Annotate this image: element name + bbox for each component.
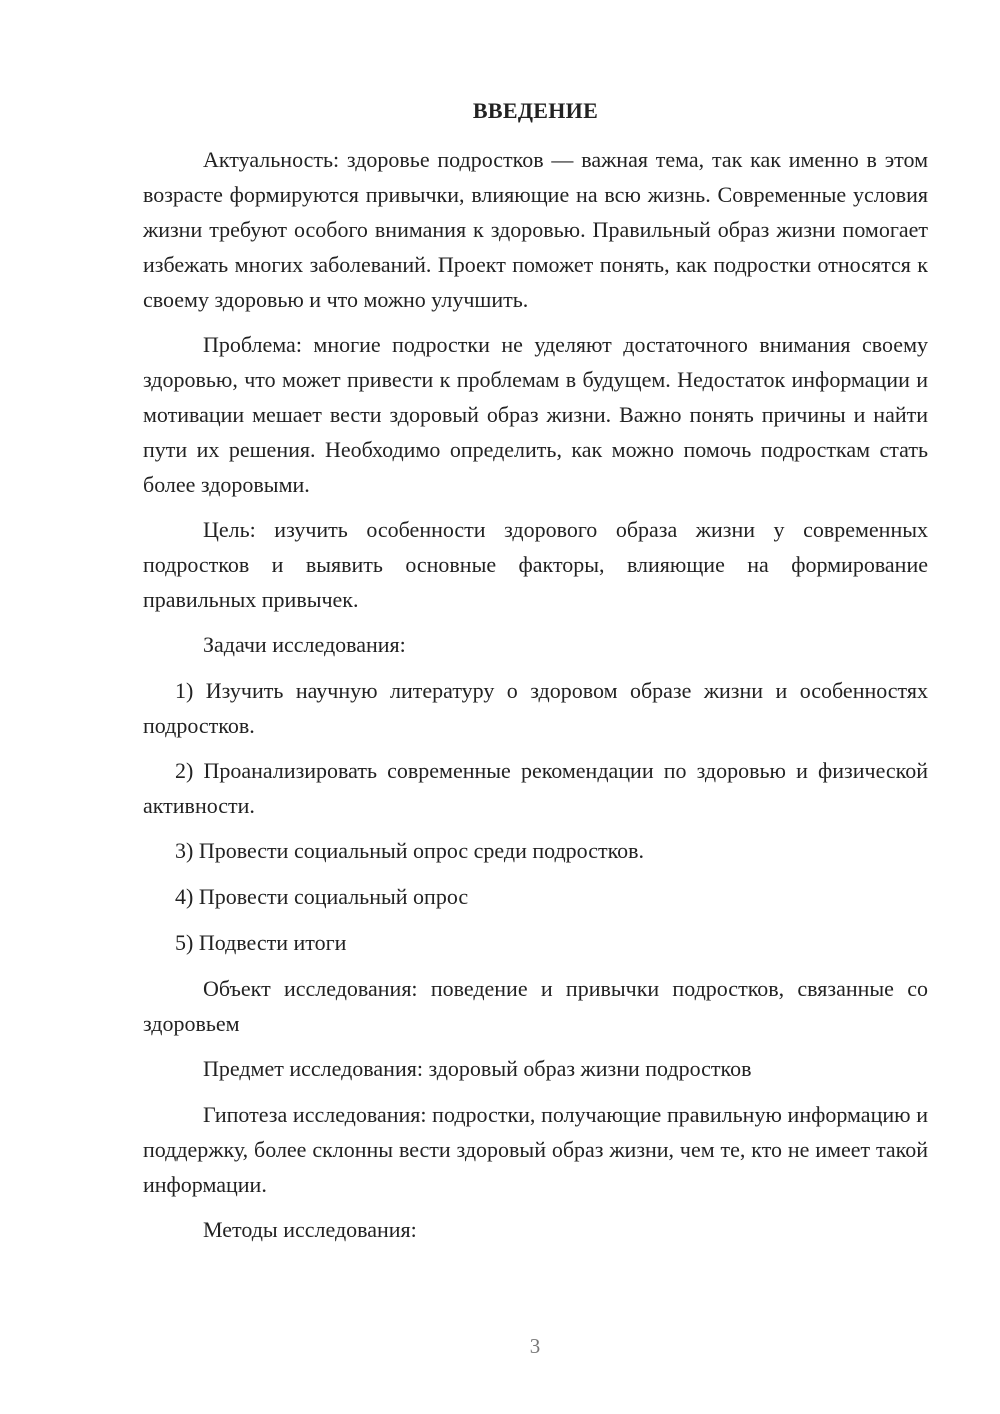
paragraph-tasks-heading: Задачи исследования: xyxy=(203,632,406,657)
task-item-2: 2) Проанализировать современные рекомендации по здоровью и физической активности. xyxy=(143,758,928,818)
paragraph-hypothesis: Гипотеза исследования: подростки, получающие правильную информацию и поддержку, более склонны вести здоровый образ жизни, чем те, кто не имеет такой информации. xyxy=(143,1102,928,1197)
page-number: 3 xyxy=(529,1334,541,1358)
paragraph-object: Объект исследования: поведение и привычки подростков, связанные со здоровьем xyxy=(143,976,928,1036)
paragraph-methods: Методы исследования: xyxy=(203,1217,417,1242)
document-body xyxy=(143,94,928,1258)
page-title: ВВЕДЕНИЕ xyxy=(472,98,599,123)
task-item-1: 1) Изучить научную литературу о здоровом образе жизни и особенностях подростков. xyxy=(143,678,928,738)
paragraph-goal: Цель: изучить особенности здорового образа жизни у современных подростков и выявить основные факторы, влияющие на формирование правильных привычек. xyxy=(143,517,928,612)
paragraph-problem: Проблема: многие подростки не уделяют достаточного внимания своему здоровью, что может привести к проблемам в будущем. Недостаток информации и мотивации мешает вести здоровый образ жизни. Важно понять причины и найти пути их решения. Необходимо определить, как можно помочь подросткам стать более здоровыми. xyxy=(143,332,928,497)
paragraph-relevance: Актуальность: здоровье подростков — важная тема, так как именно в этом возрасте формируются привычки, влияющие на всю жизнь. Современные условия жизни требуют особого внимания к здоровью. Правильный образ жизни помогает избежать многих заболеваний. Проект поможет понять, как подростки относятся к своему здоровью и что можно улучшить. xyxy=(143,147,928,312)
task-item-5: 5) Подвести итоги xyxy=(175,930,347,955)
paragraph-subject: Предмет исследования: здоровый образ жизни подростков xyxy=(203,1056,752,1081)
task-item-4: 4) Провести социальный опрос xyxy=(175,884,469,909)
task-item-3: 3) Провести социальный опрос среди подростков. xyxy=(175,838,645,863)
